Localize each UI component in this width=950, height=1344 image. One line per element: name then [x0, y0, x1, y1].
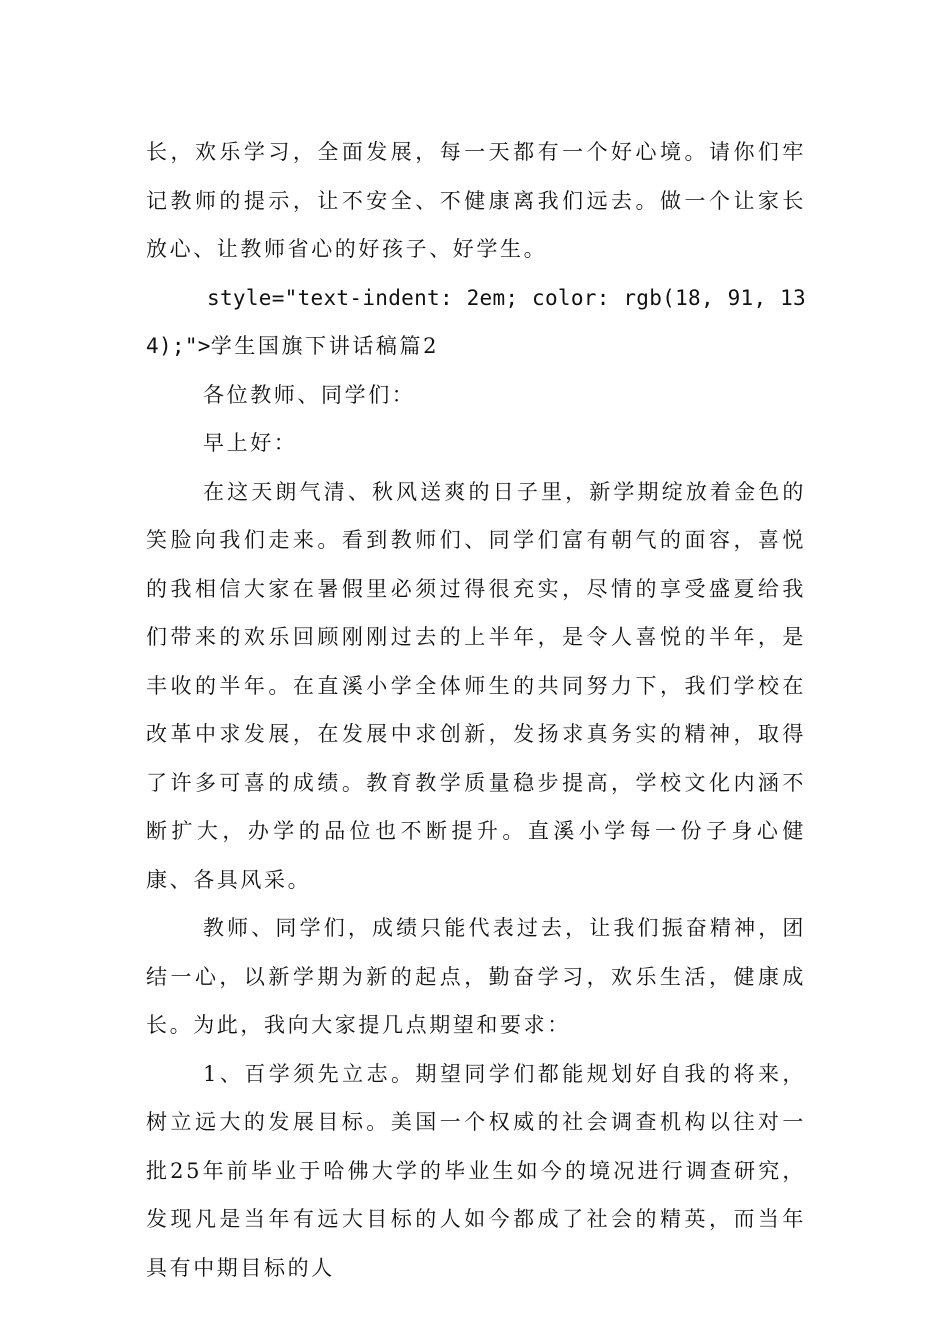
paragraph-point-1: 1、百学须先立志。期望同学们都能规划好自我的将来，树立远大的发展目标。美国一个权威的社会调查机构以往对一批25年前毕业于哈佛大学的毕业生如今的境况进行调查研究，发现凡是当年有远大目标的人如今都成了社会的精英，而当年具有中期目标的人: [146, 1061, 806, 1280]
greeting: 早上好：: [203, 431, 298, 455]
paragraph-continuation: 长，欢乐学习，全面发展，每一天都有一个好心境。请你们牢记教师的提示，让不安全、不健康离我们远去。做一个让家长放心、让教师省心的好孩子、好学生。: [146, 140, 806, 261]
paragraph-intro: 在这天朗气清、秋风送爽的日子里，新学期绽放着金色的笑脸向我们走来。看到教师们、同学们富有朝气的面容，喜悦的我相信大家在暑假里必须过得很充实，尽情的享受盛夏给我们带来的欢乐回顾刚刚过去的上半年，是令人喜悦的半年，是丰收的半年。在直溪小学全体师生的共同努力下，我们学校在改革中求发展，在发展中求创新，发扬求真务实的精神，取得了许多可喜的成绩。教育教学质量稳步提高，学校文化内涵不断扩大，办学的品位也不断提升。直溪小学每一份子身心健康、各具风采。: [146, 479, 806, 892]
body-text: [146, 128, 806, 1292]
heading-text: 学生国旗下讲话稿篇2: [210, 334, 440, 358]
section-heading: [146, 274, 806, 371]
salutation: 各位教师、同学们：: [203, 382, 416, 407]
paragraph-expectations: 教师、同学们，成绩只能代表过去，让我们振奋精神，团结一心，以新学期为新的起点，勤奋学习，欢乐生活，健康成长。为此，我向大家提几点期望和要求：: [146, 916, 806, 1037]
code-fragment: style="text-indent: 2em; color: rgb(18, 91, 134);">: [146, 285, 806, 358]
